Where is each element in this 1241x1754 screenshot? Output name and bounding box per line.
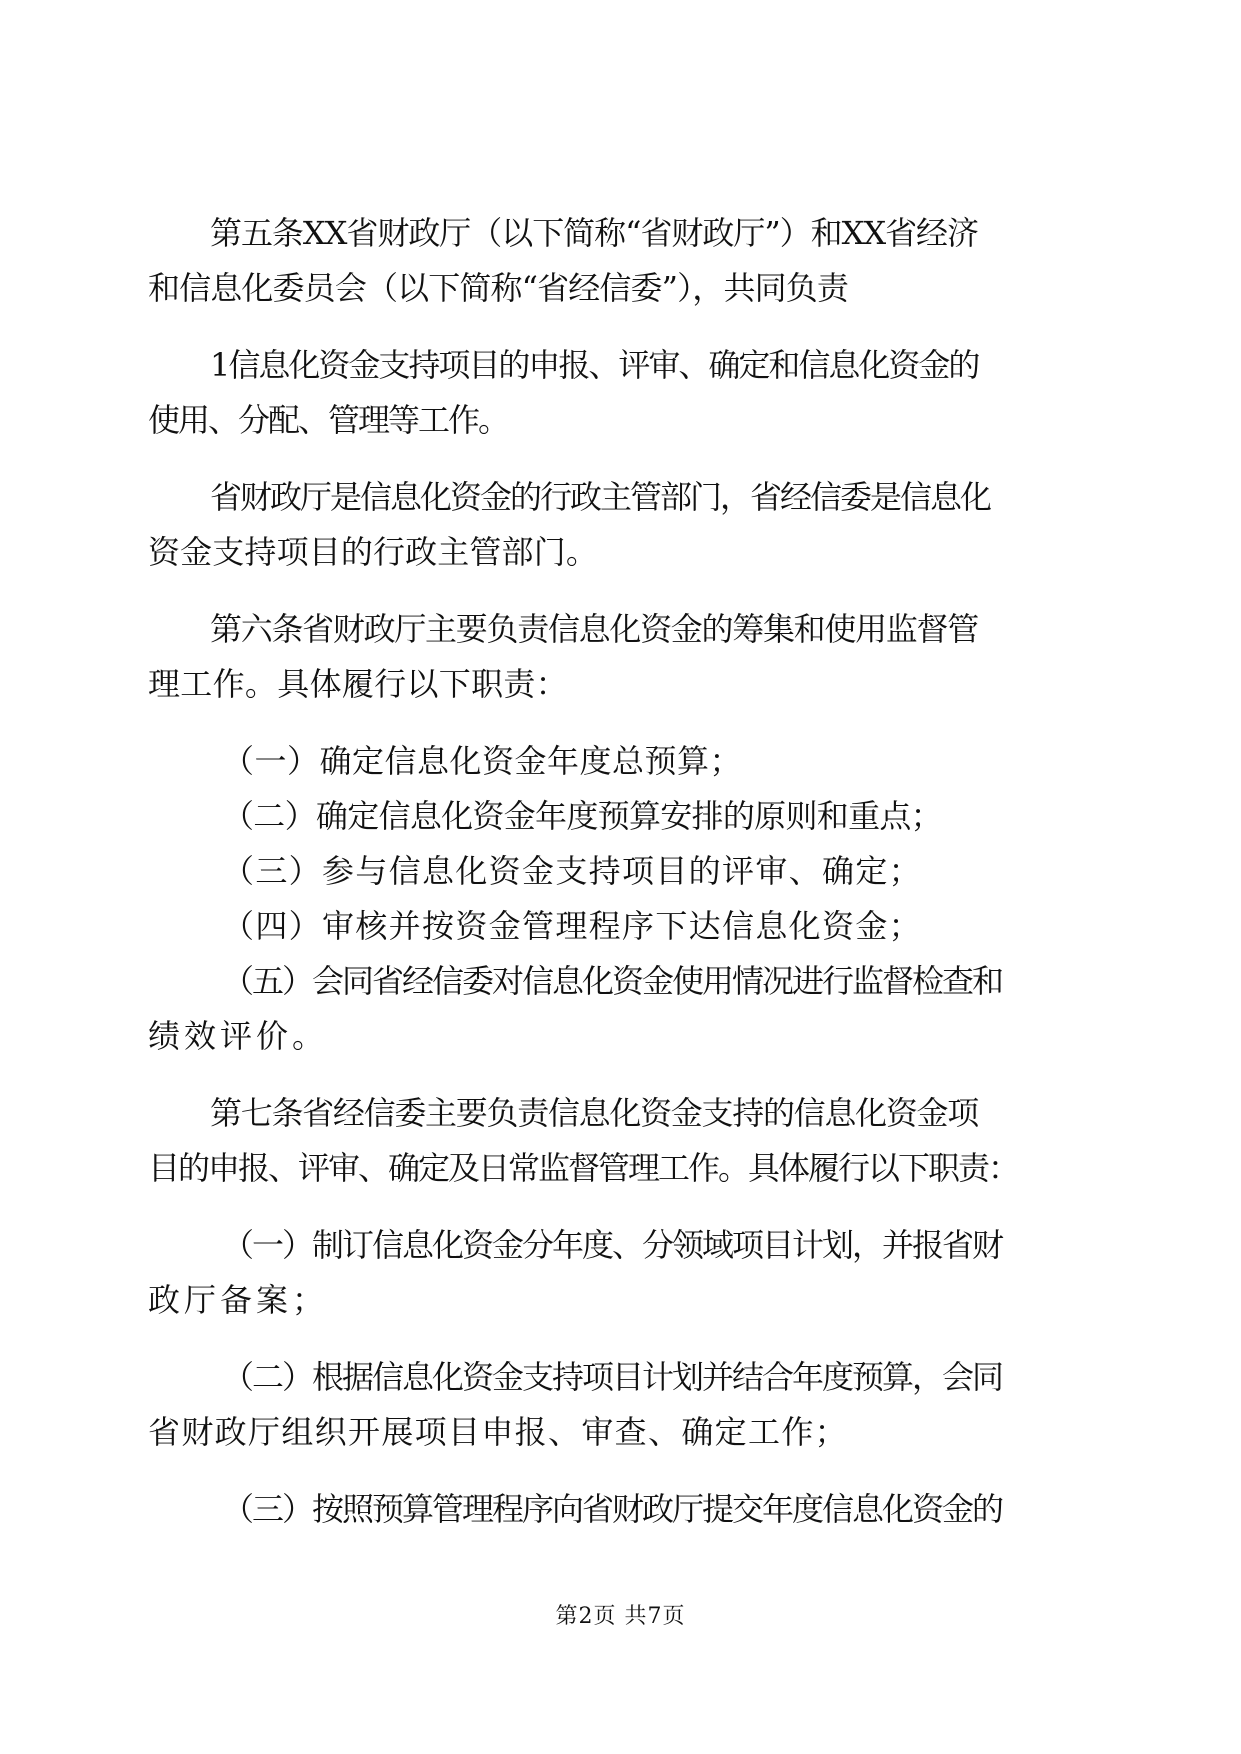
paragraph-line: 使用、分配、管理等工作。: [148, 401, 509, 439]
paragraph-line: 绩效评价。: [148, 1017, 328, 1055]
paragraph-article-5-line-1: 第五条XX省财政厅（以下简称“省财政厅”）和XX省经济: [210, 214, 978, 252]
paragraph-line: 资金支持项目的行政主管部门。: [148, 533, 598, 571]
list-item: （四）审核并按资金管理程序下达信息化资金；: [222, 907, 922, 945]
paragraph-line: 目的申报、评审、确定及日常监督管理工作。具体履行以下职责：: [148, 1149, 1019, 1187]
paragraph-article-6-line: 第六条省财政厅主要负责信息化资金的筹集和使用监督管: [210, 610, 978, 648]
list-item: （五）会同省经信委对信息化资金使用情况进行监督检查和: [222, 962, 1003, 1000]
paragraph-line: 政厅备案；: [148, 1281, 328, 1319]
paragraph-line: 省财政厅组织开展项目申报、审查、确定工作；: [148, 1413, 848, 1451]
page-footer: 第2页 共7页: [555, 1604, 686, 1629]
list-item: （二）根据信息化资金支持项目计划并结合年度预算，会同: [222, 1358, 1003, 1396]
paragraph-line: 理工作。具体履行以下职责：: [148, 665, 568, 703]
list-item: （二）确定信息化资金年度预算安排的原则和重点；: [222, 797, 942, 835]
paragraph-article-7-line: 第七条省经信委主要负责信息化资金支持的信息化资金项: [210, 1094, 978, 1132]
list-item: （一）制订信息化资金分年度、分领域项目计划，并报省财: [222, 1226, 1003, 1264]
paragraph-line: 省财政厅是信息化资金的行政主管部门，省经信委是信息化: [210, 478, 991, 516]
list-item: （三）参与信息化资金支持项目的评审、确定；: [222, 852, 922, 890]
paragraph-article-5-line-2: 和信息化委员会（以下简称“省经信委”），共同负责: [148, 269, 848, 307]
paragraph-line: 1信息化资金支持项目的申报、评审、确定和信息化资金的: [210, 346, 979, 384]
list-item: （一）确定信息化资金年度总预算；: [222, 742, 742, 780]
list-item: （三）按照预算管理程序向省财政厅提交年度信息化资金的: [222, 1490, 1003, 1528]
